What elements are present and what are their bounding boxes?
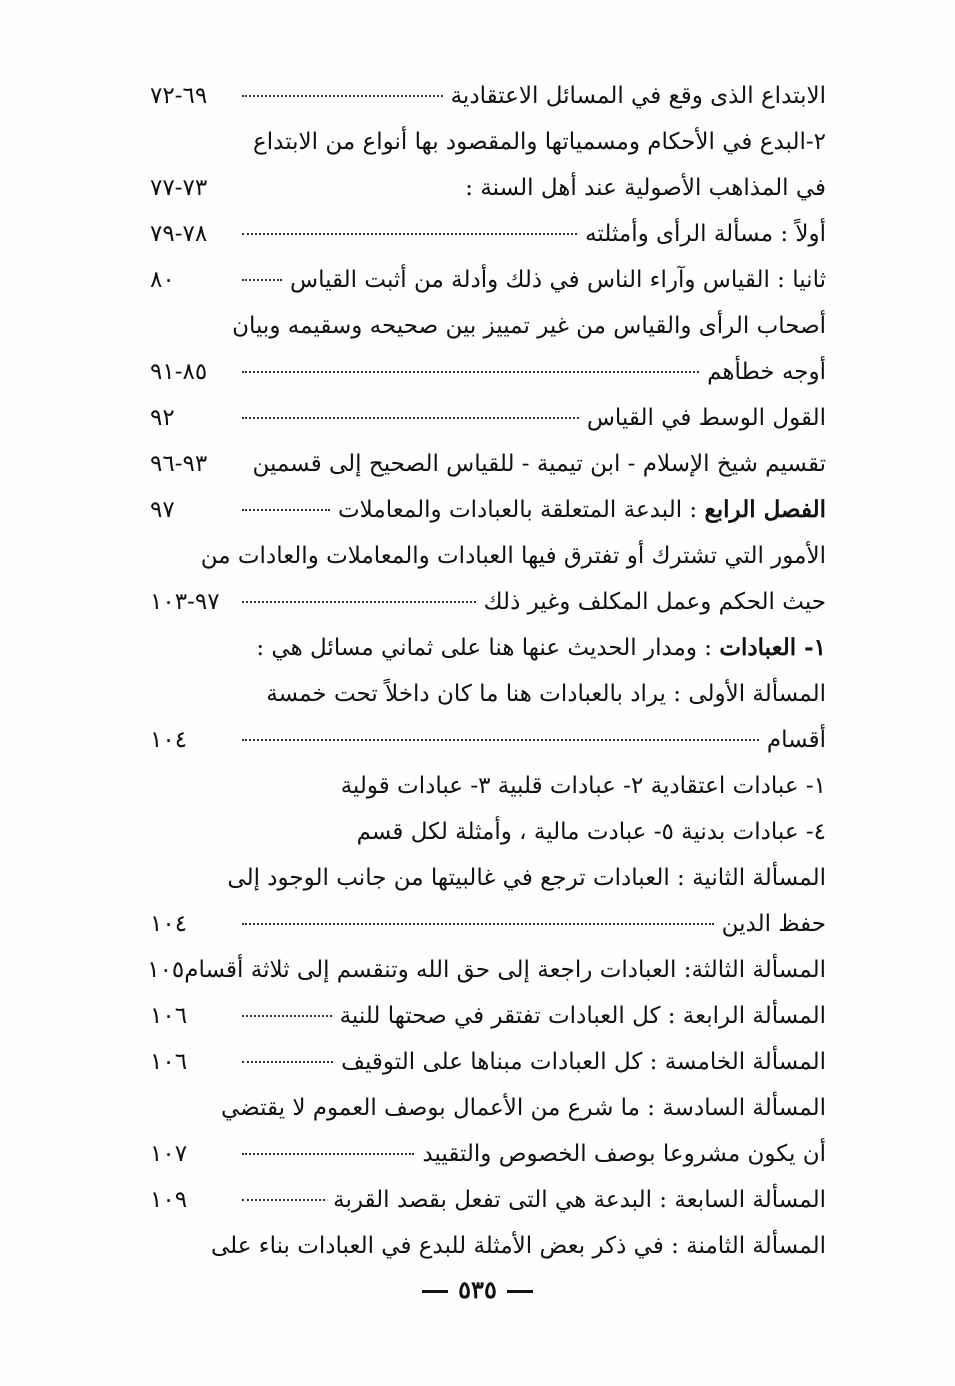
toc-entry	[150, 257, 826, 303]
toc-dot-leader	[242, 1153, 414, 1155]
toc-page-number: ١٠٩	[150, 1187, 188, 1213]
toc-entry-title	[587, 395, 826, 441]
toc-entry-heading: ١- العبادات	[719, 634, 826, 661]
toc-entry-text: المسألة الأولى : يراد بالعبادات هنا ما كان داخلاً تحت خمسة	[266, 681, 826, 707]
footer-dash-left	[422, 1290, 448, 1293]
toc-entry-text: أن يكون مشروعا بوصف الخصوص والتقييد	[422, 1141, 826, 1167]
toc-entry-title	[722, 901, 826, 947]
toc-entry-title	[357, 809, 826, 855]
toc-entry-title	[341, 763, 826, 809]
toc-page-number: ١٠٤	[150, 727, 188, 753]
toc-page-number: ٨٥-٩١	[150, 359, 208, 385]
toc-entry	[150, 349, 826, 395]
toc-dot-leader	[242, 95, 443, 97]
toc-entry-text: الأمور التي تشترك أو تفترق فيها العبادات والمعاملات والعادات من	[200, 543, 826, 569]
toc-entry-text: المسألة السادسة : ما شرع من الأعمال بوصف العموم لا يقتضي	[220, 1095, 826, 1121]
toc-entry-text: حفظ الدين	[721, 911, 826, 937]
toc-entry	[150, 717, 826, 763]
toc-entry	[150, 579, 826, 625]
toc-page-number: ١٠٧	[150, 1141, 188, 1167]
toc-entry-text: المسألة الثالثة: العبادات راجعة إلى حق الله وتنقسم إلى ثلاثة أقسام	[184, 957, 826, 983]
toc-entry	[150, 763, 826, 809]
toc-entry-text: المسألة السابعة : البدعة هي التى تفعل بقصد القربة	[333, 1187, 826, 1213]
toc-page-number: ٧٨-٧٩	[150, 221, 208, 247]
toc-dot-leader	[242, 417, 579, 419]
toc-page-number: ٩٣-٩٦	[150, 451, 208, 477]
toc-dot-leader	[242, 509, 330, 511]
toc-entry	[150, 165, 826, 211]
toc-entry-text: : ومدار الحديث عنها هنا على ثماني مسائل هي :	[256, 635, 720, 661]
toc-dot-leader	[242, 923, 714, 925]
toc-page-number: ١٠٤	[150, 911, 188, 937]
toc-page-number: ٩٧-١٠٣	[150, 589, 220, 615]
toc-page-number: ١٠٦	[150, 1003, 188, 1029]
toc-entry-title	[232, 303, 826, 349]
toc-entry	[150, 671, 826, 717]
toc-entry	[150, 855, 826, 901]
toc-entry-title	[422, 1131, 826, 1177]
toc-entry	[150, 1131, 826, 1177]
toc-entry-title	[290, 257, 826, 303]
toc-entry-heading: الفصل الرابع	[704, 496, 826, 523]
toc-entry-text: ٢-البدع في الأحكام ومسمياتها والمقصود بها أنواع من الابتداع	[253, 129, 826, 155]
footer-dash-right	[507, 1290, 533, 1293]
toc-entry-title	[201, 533, 826, 579]
toc-page-number: ٧٣-٧٧	[150, 175, 208, 201]
footer-page-number: ٥٣٥	[458, 1275, 497, 1304]
toc-entry-text: أولاً : مسألة الرأى وأمثلته	[585, 221, 826, 247]
toc-entry-text: القول الوسط في القياس	[586, 405, 826, 431]
toc-entry-title	[227, 855, 826, 901]
toc-page-number: ٩٧	[150, 497, 175, 523]
toc-entry-title	[340, 993, 826, 1039]
toc-page-number: ٦٩-٧٢	[150, 83, 208, 109]
toc-entry-title	[333, 1177, 826, 1223]
toc-entry-title	[266, 671, 826, 717]
toc-dot-leader	[242, 739, 759, 741]
toc-dot-leader	[242, 601, 476, 603]
toc-entry-title	[465, 165, 826, 211]
toc-entry-title	[484, 579, 826, 625]
toc-entry	[150, 395, 826, 441]
toc-entry	[150, 625, 826, 671]
toc-dot-leader	[242, 279, 282, 281]
toc-entry-title	[707, 349, 826, 395]
toc-dot-leader	[242, 1061, 333, 1063]
toc-entry	[150, 73, 826, 119]
toc-dot-leader	[242, 233, 577, 235]
toc-entry	[150, 441, 826, 487]
toc-entry	[150, 809, 826, 855]
page-footer	[0, 1275, 955, 1304]
toc-entry-text: المسألة الرابعة : كل العبادات تفتقر في صحتها للنية	[339, 1003, 826, 1029]
toc-entry-title	[338, 487, 826, 533]
toc-entry-text: المسألة الثامنة : في ذكر بعض الأمثلة للبدع في العبادات بناء على	[210, 1233, 826, 1259]
toc-dot-leader	[242, 1199, 325, 1201]
toc-entry-title	[252, 441, 826, 487]
toc-page-number: ١٠٥	[147, 957, 185, 983]
toc-entry	[150, 993, 826, 1039]
toc-entry-title	[253, 119, 826, 165]
toc-entry-text: المسألة الخامسة : كل العبادات مبناها على التوقيف	[341, 1049, 826, 1075]
toc-entry	[150, 533, 826, 579]
toc-entry-text: ١- عبادات اعتقادية ٢- عبادات قلبية ٣- عبادات قولية	[340, 773, 826, 799]
toc-entry-text: المسألة الثانية : العبادات ترجع في غالبيتها من جانب الوجود إلى	[227, 865, 826, 891]
toc-entry-text: الابتداع الذى وقع في المسائل الاعتقادية	[450, 83, 826, 109]
toc-entry	[150, 1223, 826, 1269]
toc-entry	[150, 1177, 826, 1223]
toc-entry	[147, 947, 826, 993]
toc-page-number: ٨٠	[150, 267, 175, 293]
toc-dot-leader	[242, 371, 699, 373]
toc-entry-title	[256, 625, 826, 671]
toc-entry-title	[211, 1223, 826, 1269]
toc-entry-text: أوجه خطأهم	[707, 359, 826, 385]
toc-entry-text: تقسيم شيخ الإسلام - ابن تيمية - للقياس الصحيح إلى قسمين	[252, 451, 826, 477]
toc-entry-text: حيث الحكم وعمل المكلف وغير ذلك	[483, 589, 826, 615]
toc-entry-text: أصحاب الرأى والقياس من غير تمييز بين صحيحه وسقيمه وبيان	[232, 313, 826, 339]
toc-entry	[150, 1039, 826, 1085]
toc-entry-title	[341, 1039, 826, 1085]
toc-entry-text: : البدعة المتعلقة بالعبادات والمعاملات	[338, 497, 705, 523]
toc-entry-title	[184, 947, 826, 993]
toc-entry-title	[451, 73, 826, 119]
toc-dot-leader	[242, 1015, 332, 1017]
toc-entry-title	[767, 717, 826, 763]
toc-entry-text: أقسام	[766, 727, 826, 753]
toc-entry	[150, 211, 826, 257]
toc-page-number: ٩٢	[150, 405, 175, 431]
toc-entry	[150, 119, 826, 165]
toc-entry-text: ثانيا : القياس وآراء الناس في ذلك وأدلة من أثبت القياس	[290, 267, 826, 293]
toc-entry	[150, 487, 826, 533]
toc-entry-title	[221, 1085, 826, 1131]
toc-entry-text: في المذاهب الأصولية عند أهل السنة :	[465, 175, 826, 201]
toc-entry-text: ٤- عبادات بدنية ٥- عبادت مالية ، وأمثلة لكل قسم	[356, 819, 826, 845]
toc-entry	[150, 1085, 826, 1131]
table-of-contents	[147, 73, 826, 1269]
toc-page-number: ١٠٦	[150, 1049, 188, 1075]
toc-entry	[150, 901, 826, 947]
toc-entry-title	[585, 211, 826, 257]
toc-entry	[150, 303, 826, 349]
